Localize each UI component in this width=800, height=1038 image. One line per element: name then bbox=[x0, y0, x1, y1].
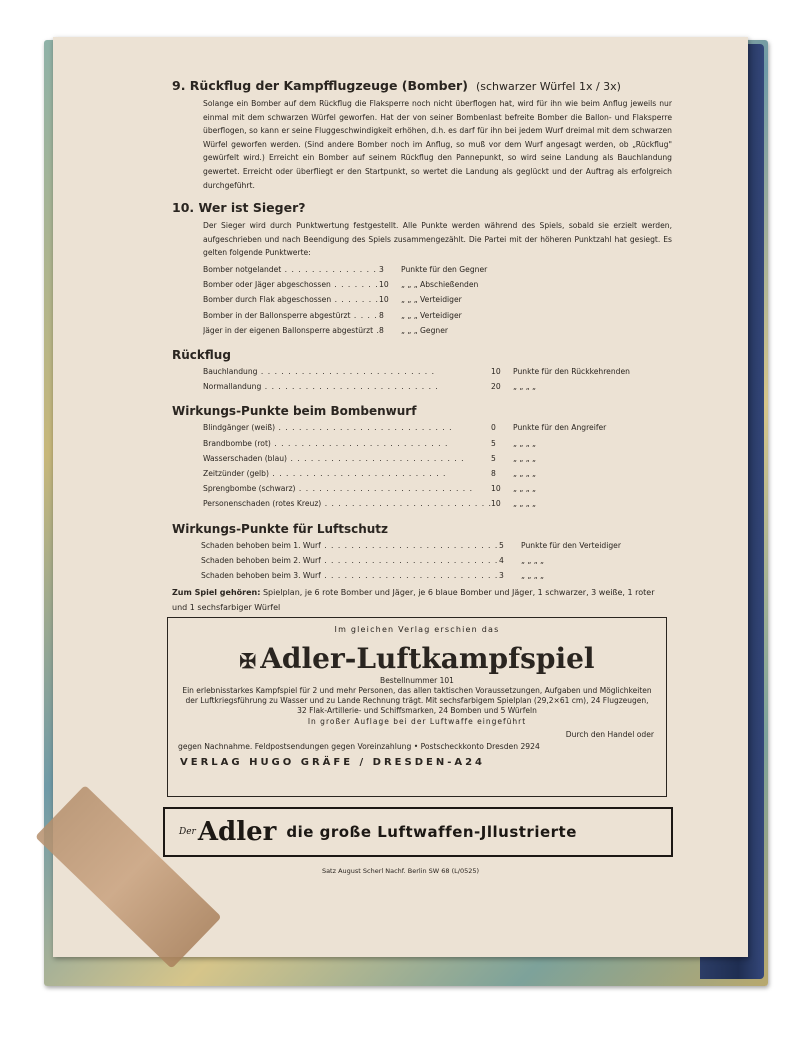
row-recipient: „ „ „ „ bbox=[513, 484, 536, 494]
row-recipient: „ „ „ „ bbox=[513, 438, 536, 448]
row-points: 3 bbox=[499, 570, 504, 580]
table-row bbox=[203, 262, 672, 277]
row-label: Personenschaden (rotes Kreuz) . . . bbox=[203, 496, 491, 511]
table-row bbox=[203, 308, 672, 323]
banner-tagline: die große Luftwaffen-Jllustrierte bbox=[286, 823, 577, 841]
ad-order-number: Bestellnummer 101 bbox=[380, 676, 454, 685]
ad-handel: Durch den Handel oder bbox=[565, 730, 654, 739]
row-points: 10 bbox=[491, 499, 501, 509]
row-label: Schaden behoben beim 1. Wurf . . . bbox=[201, 538, 499, 553]
table-row bbox=[203, 379, 672, 394]
ad-title-text: Adler-Luftkampfspiel bbox=[260, 642, 595, 675]
row-recipient: „ „ „ „ bbox=[513, 468, 536, 478]
row-recipient: „ „ „ Gegner bbox=[401, 325, 449, 335]
row-recipient: „ „ „ „ bbox=[521, 570, 544, 580]
row-label: Jäger in der eigenen Ballonsperre abgestürzt . . . bbox=[203, 323, 379, 338]
table-row bbox=[203, 364, 672, 379]
row-label: Schaden behoben beim 2. Wurf . . . bbox=[201, 553, 499, 568]
ad-title bbox=[168, 642, 666, 675]
ad-intro: Im gleichen Verlag erschien das bbox=[334, 625, 500, 634]
row-label: Zeitzünder (gelb) . . . bbox=[203, 466, 491, 481]
row-recipient: Punkte für den Angreifer bbox=[513, 423, 607, 433]
row-points: 5 bbox=[491, 453, 496, 463]
row-points: 20 bbox=[491, 382, 501, 392]
banner-der: Der bbox=[179, 827, 196, 837]
row-points: 5 bbox=[499, 540, 504, 550]
rules-content bbox=[172, 78, 672, 615]
row-label: Bauchlandung . . . bbox=[203, 364, 491, 379]
table-row bbox=[201, 568, 672, 583]
ad-publisher: VERLAG HUGO GRÄFE / DRESDEN-A24 bbox=[180, 757, 486, 768]
row-points: 10 bbox=[491, 366, 501, 376]
row-points: 0 bbox=[491, 423, 496, 433]
row-label: Bomber notgelandet . . . bbox=[203, 262, 379, 277]
row-label: Brandbombe (rot) . . . bbox=[203, 436, 491, 451]
row-recipient: „ „ „ Verteidiger bbox=[401, 310, 462, 320]
luftschutz-title: Wirkungs-Punkte für Luftschutz bbox=[172, 521, 389, 536]
advertisement-box bbox=[167, 617, 667, 797]
row-recipient: „ „ „ „ bbox=[513, 499, 536, 509]
row-label: Schaden behoben beim 3. Wurf . . . bbox=[201, 568, 499, 583]
section-10-table bbox=[203, 262, 672, 338]
row-label: Bomber in der Ballonsperre abgestürzt . . . bbox=[203, 308, 379, 323]
section-10-body: Der Sieger wird durch Punktwertung festgestellt. Alle Punkte werden während des Spiels, sobald sie erzielt werden, aufgeschrieben und nach Beendigung des Spiels zusammengezählt. Die Partei mit der höheren Punktzahl hat gesiegt. Es gelten folgende Punktwerte: bbox=[203, 221, 672, 258]
row-label: Bomber durch Flak abgeschossen . . . bbox=[203, 292, 379, 307]
table-row bbox=[203, 481, 672, 496]
table-row bbox=[203, 466, 672, 481]
zum-spiel-text: Spielplan, je 6 rote Bomber und Jäger, je 6 blaue Bomber und Jäger, 1 schwarzer, 3 weiße, 1 roter und 1 sechsfarbiger Würfel bbox=[172, 588, 655, 613]
row-recipient: „ „ „ „ bbox=[513, 453, 536, 463]
magazine-banner bbox=[163, 807, 673, 857]
imprint: Satz August Scherl Nachf. Berlin SW 68 (L/0525) bbox=[321, 867, 480, 875]
section-9-heading: 9. Rückflug der Kampfflugzeuge (Bomber) bbox=[172, 78, 468, 93]
rueckflug-table bbox=[203, 364, 672, 394]
table-row bbox=[203, 496, 672, 511]
ad-description: Ein erlebnisstarkes Kampfspiel für 2 und mehr Personen, das allen taktischen Voraussetzungen, Aufgaben und Möglichkeiten der Luftkriegsführung zu Wasser und zu Lande Rechnung trägt. Mit sechsfarbigem Spielplan (29,2×61 cm), 24 Flugzeugen, 32 Flak-Artillerie- und Schiffsmarken, 24 Bomben und 5 Würfeln bbox=[182, 686, 652, 715]
row-recipient: Punkte für den Verteidiger bbox=[521, 540, 621, 550]
table-row bbox=[203, 420, 672, 435]
row-points: 10 bbox=[379, 280, 389, 290]
row-points: 8 bbox=[491, 468, 496, 478]
row-recipient: Punkte für den Rückkehrenden bbox=[513, 366, 630, 376]
ad-nachnahme: gegen Nachnahme. Feldpostsendungen gegen Voreinzahlung • Postscheckkonto Dresden 2924 bbox=[178, 742, 540, 751]
row-points: 10 bbox=[491, 484, 501, 494]
banner-adler: Adler bbox=[197, 817, 277, 847]
section-9-title bbox=[172, 78, 672, 93]
row-points: 10 bbox=[379, 295, 389, 305]
ad-emphasis: In großer Auflage bei der Luftwaffe eingeführt bbox=[307, 717, 527, 726]
row-label: Wasserschaden (blau) . . . bbox=[203, 451, 491, 466]
row-points: 8 bbox=[379, 310, 384, 320]
table-row bbox=[203, 436, 672, 451]
rueckflug-title: Rückflug bbox=[172, 347, 231, 362]
row-points: 3 bbox=[379, 264, 384, 274]
row-label: Bomber oder Jäger abgeschossen . . . bbox=[203, 277, 379, 292]
section-9-body: Solange ein Bomber auf dem Rückflug die Flaksperre noch nicht überflogen hat, wird für ihn wie beim Anflug jeweils nur einmal mit dem schwarzen Würfel geworfen. Hat der von seiner Bombenlast befreite Bomber die Ballon- und Flaksperre überflogen, so kann er seine Fluggeschwindigkeit erhöhen, d.h. es darf für ihn bei jedem Wurf dreimal mit dem schwarzen Würfel geworfen werden. (Sind andere Bomber noch im Anflug, so muß vor dem Wurf angesagt werden, ob „Rückflug" gewürfelt wird.) Erreicht ein Bomber auf seinem Rückflug den Pannepunkt, so wird seine Landung als Bauchlandung gewertet. Erreicht oder überfliegt er den Startpunkt, so wertet die Landung als geglückt und der Auftrag als erfolgreich durchgeführt. bbox=[203, 99, 672, 190]
eagle-icon: ✠ bbox=[239, 649, 257, 673]
row-recipient: „ „ „ „ bbox=[521, 555, 544, 565]
bombenwurf-title: Wirkungs-Punkte beim Bombenwurf bbox=[172, 404, 417, 419]
row-recipient: „ „ „ Verteidiger bbox=[401, 295, 462, 305]
row-points: 4 bbox=[499, 555, 504, 565]
row-label: Sprengbombe (schwarz) . . . bbox=[203, 481, 491, 496]
row-label: Normallandung . . . bbox=[203, 379, 491, 394]
row-recipient: „ „ „ „ bbox=[513, 382, 536, 392]
luftschutz-table bbox=[201, 538, 672, 584]
table-row bbox=[201, 538, 672, 553]
row-points: 8 bbox=[379, 325, 384, 335]
row-recipient: Punkte für den Gegner bbox=[401, 264, 488, 274]
bombenwurf-table bbox=[203, 420, 672, 511]
zum-spiel bbox=[172, 585, 672, 615]
table-row bbox=[203, 451, 672, 466]
table-row bbox=[203, 323, 672, 338]
section-9-note: (schwarzer Würfel 1x / 3x) bbox=[475, 80, 621, 93]
table-row bbox=[203, 277, 672, 292]
table-row bbox=[203, 292, 672, 307]
row-recipient: „ „ „ Abschießenden bbox=[401, 280, 479, 290]
section-10-title: 10. Wer ist Sieger? bbox=[172, 200, 306, 216]
row-label: Blindgänger (weiß) . . . bbox=[203, 420, 491, 435]
zum-spiel-label: Zum Spiel gehören: bbox=[172, 588, 261, 598]
table-row bbox=[201, 553, 672, 568]
row-points: 5 bbox=[491, 438, 496, 448]
